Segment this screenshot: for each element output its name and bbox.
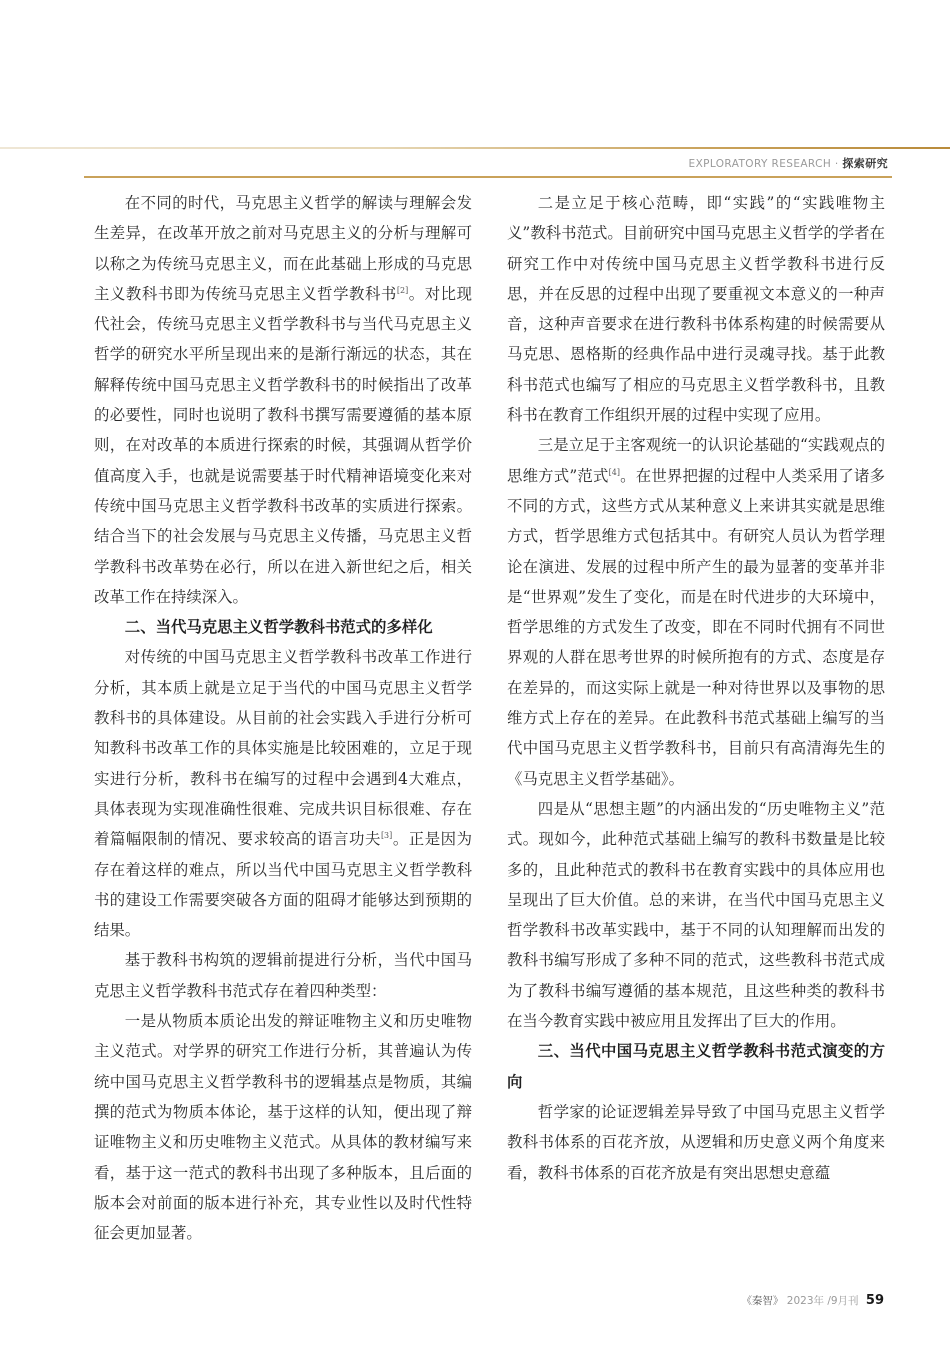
paragraph: 一是从物质本质论出发的辩证唯物主义和历史唯物主义范式。对学界的研究工作进行分析，其普遍认为传统中国马克思主义哲学教科书的逻辑基点是物质，其编撰的范式为物质本体论，基于这样的认知，便出现了辩证唯物主义和历史唯物主义范式。从具体的教材编写来看，基于这一范式的教科书出现了多种版本，且后面的版本会对前面的版本进行补充，其专业性以及时代性特征会更加显著。 (94, 1012, 472, 1243)
paragraph (507, 430, 885, 794)
left-column (94, 188, 472, 1248)
paragraph: 基于教科书构筑的逻辑前提进行分析，当代中国马克思主义哲学教科书范式存在着四种类型： (94, 951, 472, 1000)
section-heading: 三、当代中国马克思主义哲学教科书范式演变的方向 (507, 1042, 885, 1091)
section-separator: · (834, 158, 839, 170)
section-heading: 二、当代马克思主义哲学教科书范式的多样化 (124, 618, 433, 637)
header-rule (84, 176, 892, 178)
paragraph-text: 对传统的中国马克思主义哲学教科书改革工作进行分析，其本质上就是立足于当代的中国马克思主义哲学教科书的具体建设。从目前的社会实践入手进行分析可知教科书改革工作的具体实施是比较困难的，立足于现实进行分析，教科书在编写的过程中会遇到4大难点，具体表现为实现准确性很难、完成共识目标很难、存在着篇幅限制的情况、要求较高的语言功夫 (94, 648, 472, 849)
right-column (507, 188, 885, 1188)
paragraph-text: 。在世界把握的过程中人类采用了诸多不同的方式，这些方式从某种意义上来讲其实就是思维方式，哲学思维方式包括其中。有研究人员认为哲学理论在演进、发展的过程中所产生的最为显著的变革并非是“世界观”发生了变化，而是在时代进步的大环境中，哲学思维的方式发生了改变，即在不同时代拥有不同世界观的人群在思考世界的时候所抱有的方式、态度是存在差异的，而这实际上就是一种对待世界以及事物的思维方式上存在的差异。在此教科书范式基础上编写的当代中国马克思主义哲学教科书，目前只有高清海先生的《马克思主义哲学基础》。 (507, 466, 885, 788)
paragraph: 二是立足于核心范畴，即“实践”的“实践唯物主义”教科书范式。目前研究中国马克思主义哲学的学者在研究工作中对传统中国马克思主义哲学教科书进行反思，并在反思的过程中出现了要重视文本意义的一种声音，这种声音要求在进行教科书体系构建的时候需要从马克思、恩格斯的经典作品中进行灵魂寻找。基于此教科书范式也编写了相应的马克思主义哲学教科书，且教科书在教育工作组织开展的过程中实现了应用。 (507, 194, 885, 425)
section-title-en: EXPLORATORY RESEARCH (688, 158, 832, 170)
citation-ref: [4] (608, 467, 620, 477)
section-title-cn: 探索研究 (842, 157, 888, 170)
paragraph (94, 642, 472, 945)
paragraph: 四是从“思想主题”的内涵出发的“历史唯物主义”范式。现如今，此种范式基础上编写的教科书数量是比较多的，且此种范式的教科书在教育实践中的具体应用也呈现出了巨大价值。总的来讲，在当代中国马克思主义哲学教科书改革实践中，基于不同的认知理解而出发的教科书编写形成了多种不同的范式，这些教科书范式成为了教科书编写遵循的基本规范，且这些种类的教科书在当今教育实践中被应用且发挥出了巨大的作用。 (507, 799, 885, 1031)
citation-ref: [3] (380, 831, 393, 841)
page-footer (741, 1293, 884, 1308)
top-decorative-rule (0, 147, 950, 149)
paragraph-text: 在不同的时代，马克思主义哲学的解读与理解会发生差异，在改革开放之前对马克思主义的分析与理解可以称之为传统马克思主义，而在此基础上形成的马克思主义教科书即为传统马克思主义哲学教科书 (94, 194, 472, 303)
paragraph-text: 三是立足于主客观统一的认识论基础的“实践观点的思维方式”范式 (507, 436, 885, 485)
section-tag (689, 155, 888, 171)
citation-ref: [2] (396, 285, 409, 295)
paragraph: 哲学家的论证逻辑差异导致了中国马克思主义哲学教科书体系的百花齐放，从逻辑和历史意义两个角度来看，教科书体系的百花齐放是有突出思想史意蕴 (507, 1102, 885, 1182)
magazine-name: 《秦智》 (741, 1295, 784, 1307)
paragraph-text: 。对比现代社会，传统马克思主义哲学教科书与当代马克思主义哲学的研究水平所呈现出来的是渐行渐远的状态，其在解释传统中国马克思主义哲学教科书的时候指出了改革的必要性，同时也说明了教科书撰写需要遵循的基本原则，在对改革的本质进行探索的时候，其强调从哲学价值高度入手，也就是说需要基于时代精神语境变化来对传统中国马克思主义哲学教科书改革的实质进行探索。结合当下的社会发展与马克思主义传播，马克思主义哲学教科书改革势在必行，所以在进入新世纪之后，相关改革工作在持续深入。 (94, 284, 472, 606)
issue-label: 2023年 /9月刊 (786, 1295, 859, 1307)
paragraph (94, 188, 472, 612)
page-number: 59 (865, 1293, 884, 1308)
paragraph-text: 。正是因为存在着这样的难点，所以当代中国马克思主义哲学教科书的建设工作需要突破各方面的阻碍才能够达到预期的结果。 (94, 830, 472, 940)
